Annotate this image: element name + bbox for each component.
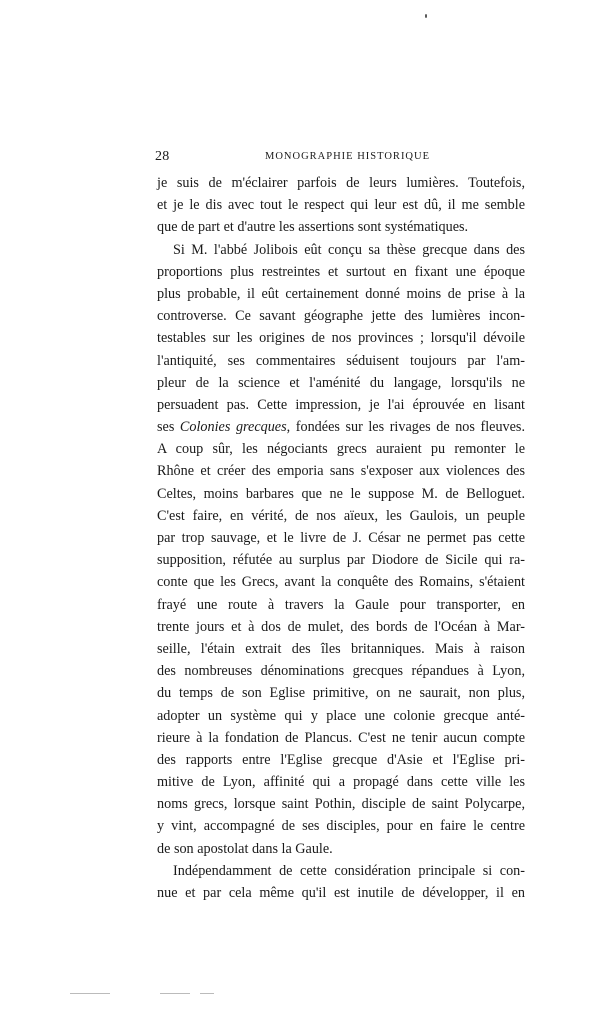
bottom-edge-mark	[200, 993, 214, 994]
text-line: frayé une route à travers la Gaule pour transporter, en	[157, 596, 525, 613]
text-line: y vint, accompagné de ses disciples, pour en faire le centre	[157, 818, 525, 835]
text-line: conte que les Grecs, avant la conquête des Romains, s'étaient	[157, 574, 525, 591]
text-line: des nombreuses dénominations grecques répandues à Lyon,	[157, 663, 525, 680]
text-line: plus probable, il eût certainement donné moins de prise à la	[157, 285, 525, 302]
text-line: supposition, réfutée au surplus par Diodore de Sicile qui ra-	[157, 552, 525, 569]
text-line: adopter un système qui y place une colonie grecque anté-	[157, 707, 525, 724]
text-line: pleur de la science et l'aménité du langage, lorsqu'ils ne	[157, 374, 525, 391]
bottom-edge-mark	[160, 993, 190, 994]
text-line: rieure à la fondation de Plancus. C'est ne tenir aucun compte	[157, 729, 525, 746]
text-line: trente jours et à dos de mulet, des bords de l'Océan à Mar-	[157, 618, 525, 635]
text-line: et je le dis avec tout le respect qui leur est dû, il me semble	[157, 197, 525, 214]
text-line: mitive de Lyon, affinité qui a propagé dans cette ville les	[157, 774, 525, 791]
text-line: du temps de son Eglise primitive, on ne saurait, non plus,	[157, 685, 525, 702]
text-line: Celtes, moins barbares que ne le suppose M. de Belloguet.	[157, 485, 525, 502]
text-line: ses Colonies grecques, fondées sur les rivages de nos fleuves.	[157, 419, 526, 436]
text-line: testables sur les origines de nos provinces ; lorsqu'il dévoile	[157, 330, 525, 347]
body-text	[157, 172, 525, 904]
text-line: controverse. Ce savant géographe jette des lumières incon-	[157, 308, 525, 325]
book-title-italic: Colonies grecques	[179, 419, 287, 436]
text-line: je suis de m'éclairer parfois de leurs lumières. Toutefois,	[157, 175, 525, 191]
text-line: Indépendamment de cette considération principale si con-	[173, 862, 525, 879]
bottom-edge-mark	[70, 993, 110, 994]
text-line: noms grecs, lorsque saint Pothin, disciple de saint Polycarpe,	[157, 796, 525, 813]
page-header	[155, 149, 525, 169]
text-line: proportions plus restreintes et surtout en fixant une époque	[157, 263, 525, 280]
text-line: C'est faire, en vérité, de nos aïeux, les Gaulois, un peuple	[157, 507, 525, 524]
text-line: Rhône et créer des emporia sans s'exposer aux violences des	[157, 463, 525, 480]
paper-speck	[425, 14, 427, 18]
text-line: persuadent pas. Cette impression, je l'ai éprouvée en lisant	[157, 396, 525, 413]
text-line: nue et par cela même qu'il est inutile de développer, il en	[157, 885, 525, 901]
running-head: MONOGRAPHIE HISTORIQUE	[265, 151, 431, 162]
text-line: A coup sûr, les négociants grecs auraient pu remonter le	[157, 441, 525, 458]
text-line: par trop sauvage, et le livre de J. César ne permet pas cette	[157, 530, 525, 546]
text-line: l'antiquité, ses commentaires séduisent toujours par l'am-	[157, 352, 525, 369]
text-line: Si M. l'abbé Jolibois eût conçu sa thèse grecque dans des	[173, 241, 525, 258]
text-line: que de part et d'autre les assertions sont systématiques.	[157, 219, 469, 236]
text-line: seille, l'étain extrait des îles britanniques. Mais à raison	[157, 640, 525, 657]
page-number: 28	[155, 149, 170, 164]
text-line: des rapports entre l'Eglise grecque d'Asie et l'Eglise pri-	[157, 751, 525, 768]
text-line: de son apostolat dans la Gaule.	[157, 840, 333, 857]
